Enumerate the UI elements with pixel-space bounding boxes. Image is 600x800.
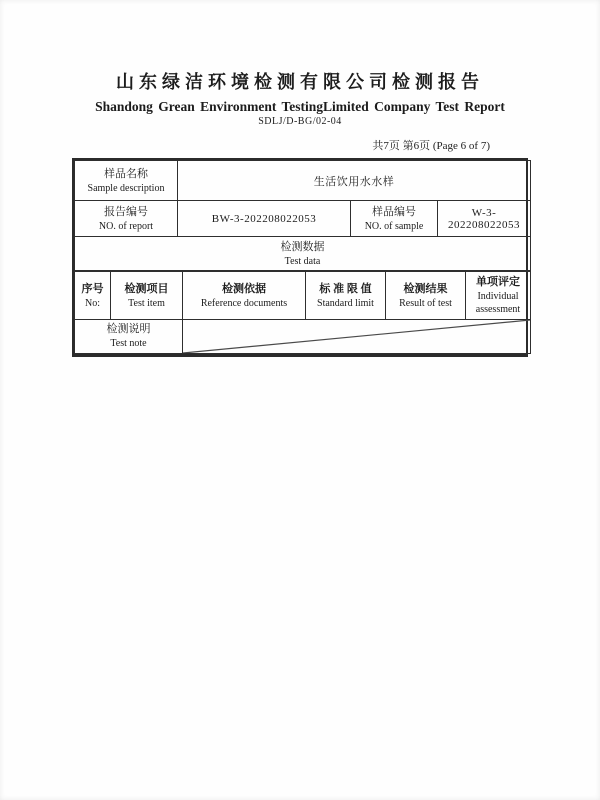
test-results-table — [74, 271, 531, 354]
document-code: SDLJ/D-BG/02-04 — [258, 116, 342, 127]
report-table-frame — [72, 158, 528, 357]
test-note-row — [75, 320, 531, 354]
header-individual-assessment: 单项评定 Individual assessment — [466, 272, 531, 320]
report-title-chinese: 山东绿洁环境检测有限公司检测报告 — [116, 72, 484, 92]
test-note-label: 检测说明 Test note — [75, 320, 183, 354]
diagonal-line-icon — [183, 320, 530, 353]
report-number-row — [75, 201, 531, 237]
sample-description-value: 生活饮用水水样 — [178, 161, 531, 201]
header-test-item: 检测项目 Test item — [111, 272, 183, 320]
header-standard-limit: 标 准 限 值 Standard limit — [306, 272, 386, 320]
document-header — [0, 0, 600, 128]
page-number-info: 共7页 第6页 (Page 6 of 7) — [372, 140, 490, 152]
header-no: 序号 No: — [75, 272, 111, 320]
report-no-label: 报告编号 NO. of report — [75, 201, 178, 237]
sample-info-table — [74, 160, 531, 271]
sample-no-label: 样品编号 NO. of sample — [351, 201, 438, 237]
sample-description-row — [75, 161, 531, 201]
test-data-section-title: 检测数据 Test data — [75, 237, 531, 271]
test-data-section-row — [75, 237, 531, 271]
sample-no-value: W-3-202208022053 — [438, 201, 531, 237]
report-title-english: Shandong Grean Environment TestingLimited Company Test Report — [95, 99, 505, 114]
header-result-of-test: 检测结果 Result of test — [386, 272, 466, 320]
sample-description-label: 样品名称 Sample description — [75, 161, 178, 201]
test-results-header — [75, 272, 531, 320]
header-reference-documents: 检测依据 Reference documents — [183, 272, 306, 320]
report-no-value: BW-3-202208022053 — [178, 201, 351, 237]
test-note-empty-diagonal — [183, 320, 531, 354]
